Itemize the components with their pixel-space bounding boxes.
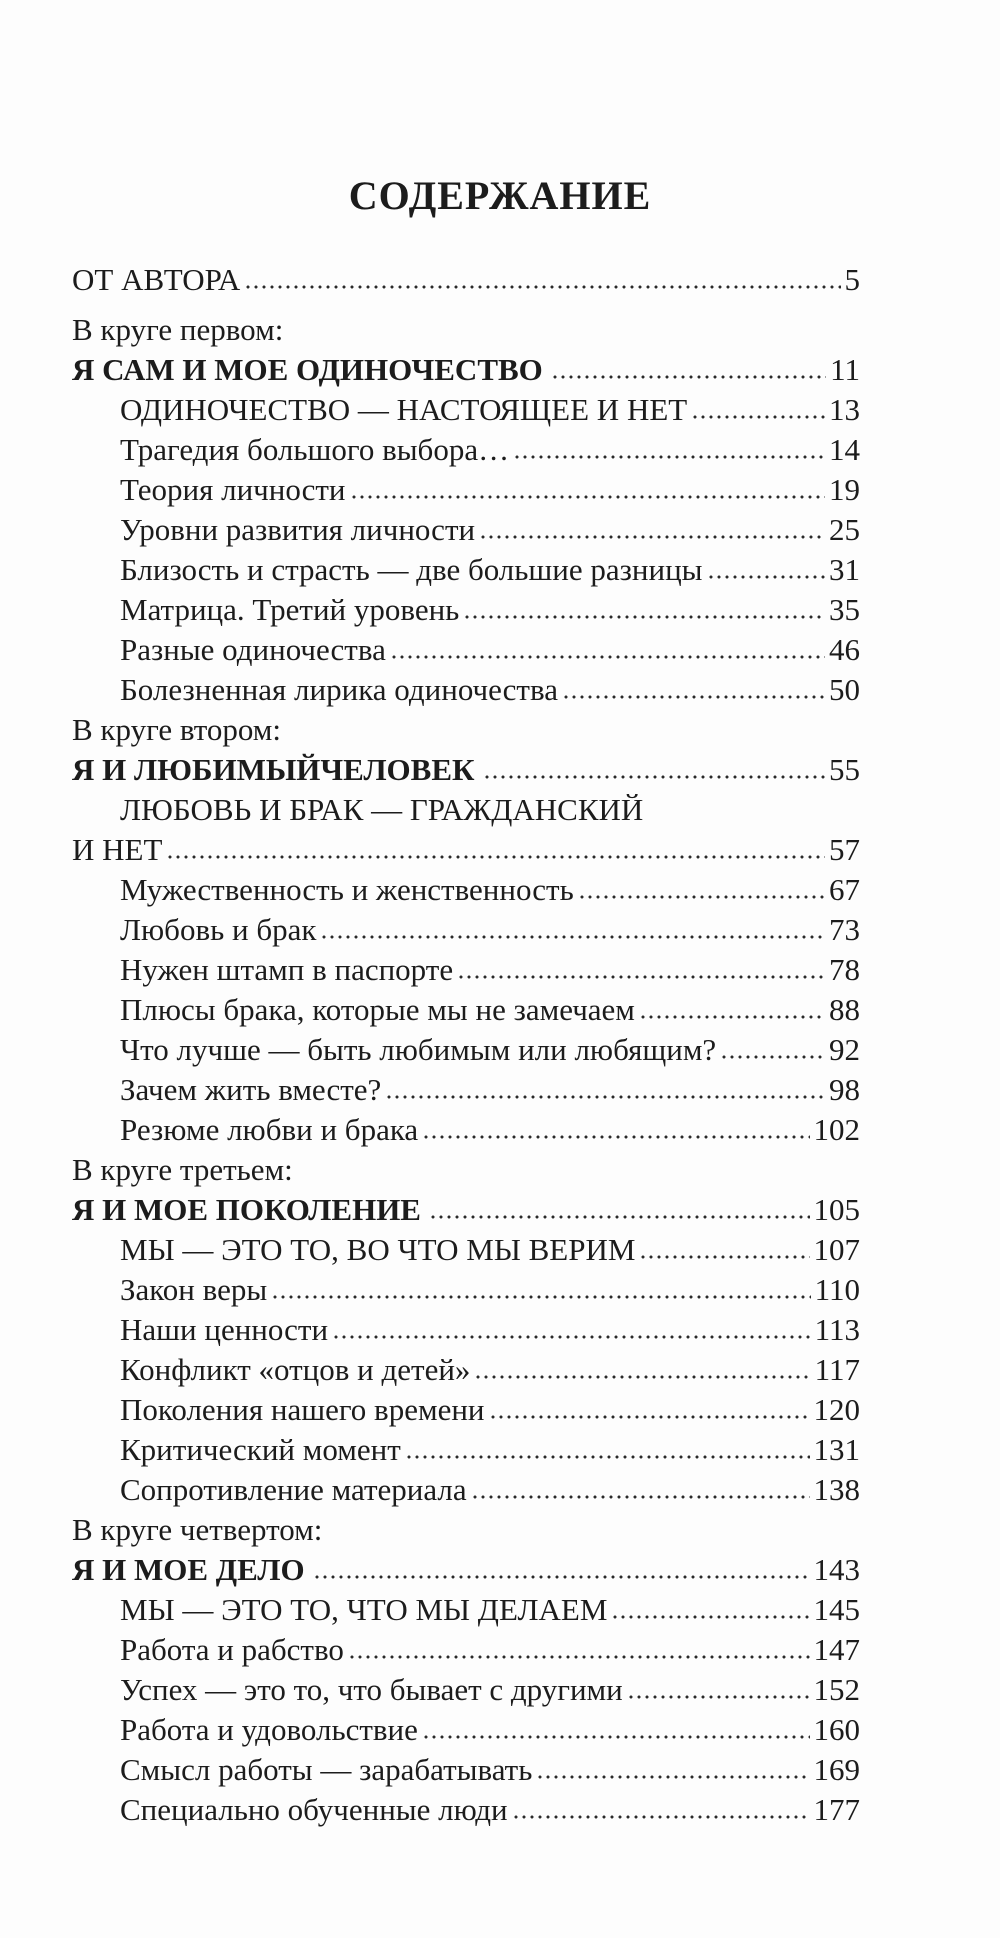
toc-section	[72, 630, 860, 670]
toc-entry-page: 92	[829, 1032, 860, 1067]
dot-leader	[578, 894, 825, 900]
toc-entry-page: 102	[813, 1112, 860, 1147]
dot-leader	[562, 694, 825, 700]
toc-entry-text: ЛЮБОВЬ И БРАК — ГРАЖДАНСКИЙ	[120, 792, 644, 827]
toc-entry-text: Близость и страсть — две большие разницы	[120, 552, 703, 587]
toc-section	[72, 1390, 860, 1430]
dot-leader	[639, 1254, 809, 1260]
toc-section	[72, 1310, 860, 1350]
dot-leader	[536, 1774, 809, 1780]
toc-chapter	[72, 390, 860, 430]
toc-section	[72, 1790, 860, 1830]
dot-leader	[691, 414, 825, 420]
toc-section	[72, 1470, 860, 1510]
toc-entry-page: 55	[829, 752, 860, 787]
dot-leader	[313, 1574, 810, 1580]
toc-section	[72, 1710, 860, 1750]
toc-section	[72, 590, 860, 630]
toc-entry-page: 107	[813, 1232, 860, 1267]
dot-leader	[166, 854, 825, 860]
toc-part-title	[72, 350, 860, 390]
dot-leader	[720, 1054, 825, 1060]
toc-section	[72, 1350, 860, 1390]
toc-entry-text: Работа и рабство	[120, 1632, 344, 1667]
dot-leader	[457, 974, 825, 980]
toc-section	[72, 1270, 860, 1310]
table-of-contents	[72, 260, 860, 1830]
toc-entry-from-author	[72, 260, 860, 300]
toc-entry-text: Критический момент	[120, 1432, 401, 1467]
toc-entry-page: 14	[829, 432, 860, 467]
toc-section	[72, 670, 860, 710]
toc-chapter	[72, 1230, 860, 1270]
toc-entry-page: 177	[813, 1792, 860, 1827]
dot-leader	[463, 614, 825, 620]
toc-entry-text: Что лучше — быть любимым или любящим?	[120, 1032, 717, 1067]
dot-leader	[271, 1294, 810, 1300]
toc-section	[72, 950, 860, 990]
toc-part-title	[72, 1190, 860, 1230]
dot-leader	[320, 934, 825, 940]
dot-leader	[422, 1134, 809, 1140]
toc-circle-heading	[72, 1510, 860, 1550]
dot-leader	[348, 1654, 810, 1660]
toc-entry-page: 152	[813, 1672, 860, 1707]
toc-part-title	[72, 750, 860, 790]
toc-entry-text: Плюсы брака, которые мы не замечаем	[120, 992, 635, 1027]
toc-chapter-continued	[72, 830, 860, 870]
toc-section	[72, 990, 860, 1030]
toc-entry-page: 25	[829, 512, 860, 547]
toc-entry-text: Болезненная лирика одиночества	[120, 672, 558, 707]
toc-entry-text: МЫ — ЭТО ТО, ВО ЧТО МЫ ВЕРИМ	[120, 1232, 636, 1267]
dot-leader	[390, 654, 825, 660]
toc-entry-text: Наши ценности	[120, 1312, 329, 1347]
toc-chapter	[72, 790, 860, 830]
toc-part-title	[72, 1550, 860, 1590]
toc-section	[72, 1030, 860, 1070]
toc-chapter	[72, 1590, 860, 1630]
toc-entry-page: 145	[813, 1592, 860, 1627]
toc-section	[72, 1750, 860, 1790]
toc-entry-page: 110	[814, 1272, 860, 1307]
toc-entry-page: 147	[813, 1632, 860, 1667]
toc-entry-text: ОТ АВТОРА	[72, 262, 241, 297]
toc-entry-text: Сопротивление материала	[120, 1472, 467, 1507]
page-title: СОДЕРЖАНИЕ	[348, 173, 652, 218]
toc-entry-text: Матрица. Третий уровень	[120, 592, 460, 627]
toc-entry-text: Закон веры	[120, 1272, 268, 1307]
dot-leader	[422, 1734, 810, 1740]
toc-entry-text: Нужен штамп в паспорте	[120, 952, 454, 987]
toc-section	[72, 910, 860, 950]
toc-entry-text: Любовь и брак	[120, 912, 317, 947]
toc-entry-text: ОДИНОЧЕСТВО — НАСТОЯЩЕЕ И НЕТ	[120, 392, 688, 427]
toc-entry-text: Мужественность и женственность	[120, 872, 574, 907]
toc-entry-page: 120	[813, 1392, 860, 1427]
toc-entry-text: Я И МОЕ ПОКОЛЕНИЕ	[72, 1192, 421, 1227]
toc-entry-page: 50	[829, 672, 860, 707]
toc-entry-page: 160	[813, 1712, 860, 1747]
toc-section	[72, 1070, 860, 1110]
toc-entry-text: Специально обученные люди	[120, 1792, 508, 1827]
toc-entry-page: 11	[830, 352, 860, 387]
toc-entry-text: Смысл работы — зарабатывать	[120, 1752, 533, 1787]
dot-leader	[385, 1094, 825, 1100]
dot-leader	[513, 454, 825, 460]
toc-section	[72, 550, 860, 590]
dot-leader	[471, 1494, 810, 1500]
toc-entry-text: Резюме любви и брака	[120, 1112, 419, 1147]
toc-entry-text: В круге первом:	[72, 312, 284, 347]
toc-entry-page: 73	[829, 912, 860, 947]
toc-entry-page: 5	[844, 262, 860, 297]
toc-entry-page: 131	[813, 1432, 860, 1467]
toc-section	[72, 870, 860, 910]
toc-entry-page: 169	[813, 1752, 860, 1787]
toc-entry-page: 78	[829, 952, 860, 987]
toc-circle-heading	[72, 710, 860, 750]
toc-entry-page: 31	[829, 552, 860, 587]
toc-section	[72, 1110, 860, 1150]
toc-section	[72, 510, 860, 550]
dot-leader	[489, 1414, 810, 1420]
toc-entry-text: В круге втором:	[72, 712, 282, 747]
toc-entry-page: 143	[813, 1552, 860, 1587]
toc-entry-text: МЫ — ЭТО ТО, ЧТО МЫ ДЕЛАЕМ	[120, 1592, 608, 1627]
dot-leader	[350, 494, 825, 500]
toc-entry-page: 46	[829, 632, 860, 667]
toc-entry-text: Зачем жить вместе?	[120, 1072, 382, 1107]
toc-entry-page: 19	[829, 472, 860, 507]
toc-entry-text: Уровни развития личности	[120, 512, 476, 547]
dot-leader	[707, 574, 826, 580]
toc-entry-text: Успех — это то, что бывает с другими	[120, 1672, 623, 1707]
toc-entry-text: В круге третьем:	[72, 1152, 293, 1187]
toc-entry-text: Разные одиночества	[120, 632, 386, 667]
dot-leader	[512, 1814, 810, 1820]
toc-entry-text: В круге четвертом:	[72, 1512, 323, 1547]
toc-entry-text: Я САМ И МОЕ ОДИНОЧЕСТВО	[72, 352, 543, 387]
toc-entry-text: Теория личности	[120, 472, 346, 507]
toc-section	[72, 430, 860, 470]
toc-entry-page: 88	[829, 992, 860, 1027]
dot-leader	[474, 1374, 810, 1380]
dot-leader	[244, 284, 840, 290]
toc-entry-page: 13	[829, 392, 860, 427]
dot-leader	[405, 1454, 810, 1460]
dot-leader	[483, 774, 826, 780]
toc-entry-text: Конфликт «отцов и детей»	[120, 1352, 471, 1387]
toc-entry-page: 98	[829, 1072, 860, 1107]
toc-entry-page: 117	[814, 1352, 860, 1387]
toc-entry-text: Поколения нашего времени	[120, 1392, 485, 1427]
toc-entry-page: 138	[813, 1472, 860, 1507]
toc-entry-page: 35	[829, 592, 860, 627]
toc-entry-text: Я И ЛЮБИМЫЙЧЕЛОВЕК	[72, 752, 475, 787]
dot-leader	[627, 1694, 810, 1700]
toc-entry-page: 105	[813, 1192, 860, 1227]
dot-leader	[639, 1014, 825, 1020]
toc-circle-heading	[72, 310, 860, 350]
dot-leader	[551, 374, 826, 380]
toc-entry-page: 113	[814, 1312, 860, 1347]
toc-entry-page: 67	[829, 872, 860, 907]
dot-leader	[332, 1334, 811, 1340]
toc-entry-text: И НЕТ	[72, 832, 163, 867]
toc-section	[72, 1630, 860, 1670]
toc-entry-text: Я И МОЕ ДЕЛО	[72, 1552, 305, 1587]
dot-leader	[611, 1614, 809, 1620]
toc-section	[72, 1430, 860, 1470]
toc-entry-text: Трагедия большого выбора…	[120, 432, 510, 467]
toc-entry-text: Работа и удовольствие	[120, 1712, 418, 1747]
toc-section	[72, 1670, 860, 1710]
toc-circle-heading	[72, 1150, 860, 1190]
dot-leader	[429, 1214, 810, 1220]
toc-section	[72, 470, 860, 510]
toc-entry-page: 57	[829, 832, 860, 867]
dot-leader	[479, 534, 825, 540]
